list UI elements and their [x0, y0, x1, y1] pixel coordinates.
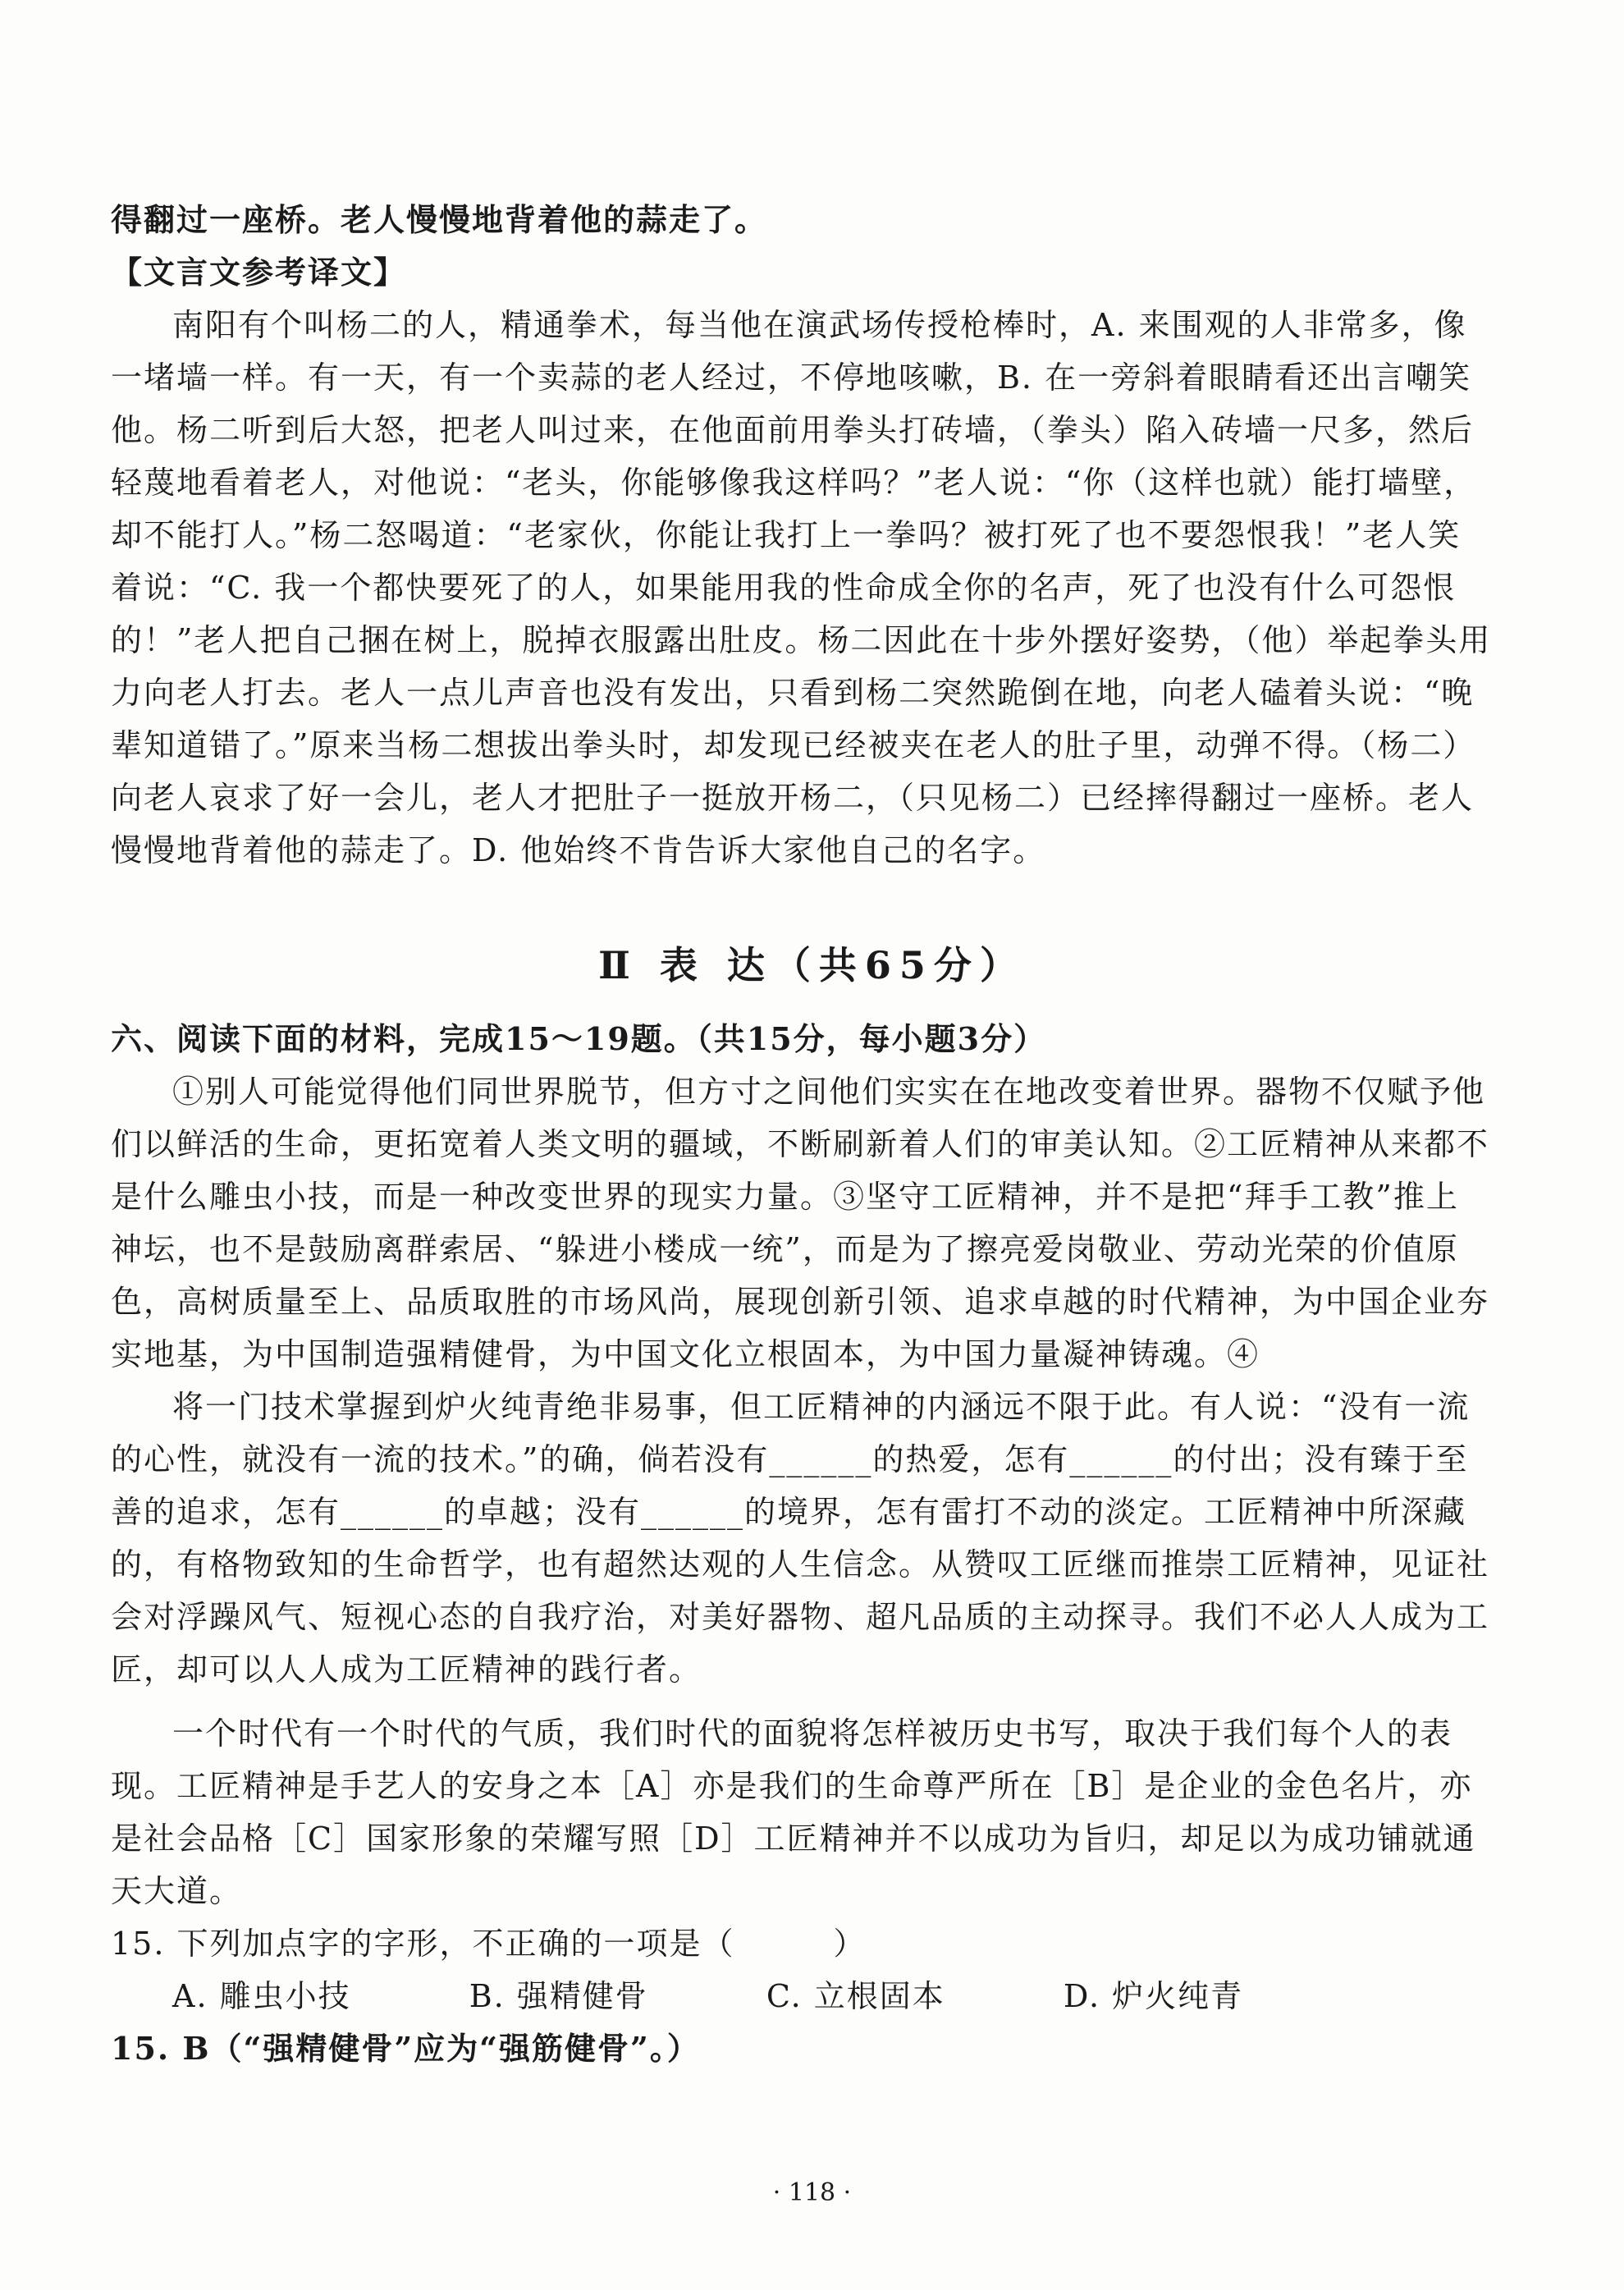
passage-line: 色，高树质量至上、品质取胜的市场风尚，展现创新引领、追求卓越的时代精神，为中国企业夯 — [111, 1284, 1490, 1320]
translation-line: 向老人哀求了好一会儿，老人才把肚子一挺放开杨二，（只见杨二）已经摔得翻过一座桥。老人 — [111, 780, 1475, 816]
translation-line: 轻蔑地看着老人，对他说：“老头，你能够像我这样吗？”老人说：“你（这样也就）能打墙壁， — [111, 465, 1477, 501]
translation-line: 辈知道错了。”原来当杨二想拔出拳头时，却发现已经被夹在老人的肚子里，动弹不得。（杨二） — [111, 727, 1476, 763]
passage-line: 善的追求，怎有______的卓越；没有______的境界，怎有雷打不动的淡定。工匠精神中所深藏 — [111, 1494, 1467, 1530]
passage-line: 是社会品格［C］国家形象的荣耀写照［D］工匠精神并不以成功为旨归，却足以为成功铺就通 — [111, 1821, 1476, 1857]
translation-line: 力向老人打去。老人一点儿声音也没有发出，只看到杨二突然跪倒在地，向老人磕着头说：“晚 — [111, 675, 1475, 711]
passage-line: 的心性，就没有一流的技术。”的确，倘若没有______的热爱，怎有______的付出；没有臻于至 — [111, 1441, 1469, 1477]
passage-line: 的，有格物致知的生命哲学，也有超然达观的人生信念。从赞叹工匠继而推崇工匠精神，见证社 — [111, 1546, 1490, 1582]
section-title-translation: 【文言文参考译文】 — [111, 254, 407, 291]
translation-line: 的！”老人把自己捆在树上，脱掉衣服露出肚皮。杨二因此在十步外摆好姿势，（他）举起拳头用 — [111, 622, 1492, 658]
translation-line: 一堵墙一样。有一天，有一个卖蒜的老人经过，不停地咳嗽，B. 在一旁斜着眼睛看还出言嘲笑 — [111, 360, 1472, 396]
passage-line: 会对浮躁风气、短视心态的自我疗治，对美好器物、超凡品质的主动探寻。我们不必人人成为工 — [111, 1599, 1490, 1635]
translation-line: 他。杨二听到后大怒，把老人叫过来，在他面前用拳头打砖墙，（拳头）陷入砖墙一尺多，然后 — [111, 412, 1475, 448]
translation-line: 慢慢地背着他的蒜走了。D. 他始终不肯告诉大家他自己的名字。 — [111, 832, 1046, 868]
section-heading: Ⅱ 表 达（共65分） — [598, 943, 1026, 987]
question-15-options — [172, 1972, 1522, 2021]
passage-line: 匠，却可以人人成为工匠精神的践行者。 — [111, 1651, 702, 1688]
option-b: B. 强精健骨 — [469, 1978, 648, 2014]
passage-line: 一个时代有一个时代的气质，我们时代的面貌将怎样被历史书写，取决于我们每个人的表 — [172, 1715, 1453, 1752]
option-d: D. 炉火纯青 — [1063, 1978, 1244, 2014]
option-a: A. 雕虫小技 — [172, 1978, 351, 2014]
passage-line: 将一门技术掌握到炉火纯青绝非易事，但工匠精神的内涵远不限于此。有人说：“没有一流 — [172, 1389, 1471, 1425]
passage-line: 神坛，也不是鼓励离群索居、“躲进小楼成一统”，而是为了擦亮爱岗敬业、劳动光荣的价值原 — [111, 1231, 1459, 1267]
passage-line: 实地基，为中国制造强精健骨，为中国文化立根固本，为中国力量凝神铸魂。④ — [111, 1336, 1260, 1372]
page-number: · 118 · — [772, 2178, 852, 2207]
passage-line: ①别人可能觉得他们同世界脱节，但方寸之间他们实实在在地改变着世界。器物不仅赋予他 — [172, 1074, 1486, 1110]
option-c: C. 立根固本 — [766, 1978, 945, 2014]
translation-line: 南阳有个叫杨二的人，精通拳术，每当他在演武场传授枪棒时，A. 来围观的人非常多，像 — [172, 307, 1467, 343]
answer-continuation: 得翻过一座桥。老人慢慢地背着他的蒜走了。 — [111, 201, 768, 238]
translation-line: 却不能打人。”杨二怒喝道：“老家伙，你能让我打上一拳吗？被打死了也不要怨恨我！”老人笑 — [111, 517, 1462, 553]
translation-line: 着说：“C. 我一个都快要死了的人，如果能用我的性命成全你的名声，死了也没有什么可怨恨 — [111, 570, 1457, 606]
answer-15: 15. B（“强精健骨”应为“强筋健骨”。） — [111, 2030, 700, 2067]
passage-line: 现。工匠精神是手艺人的安身之本［A］亦是我们的生命尊严所在［B］是企业的金色名片，亦 — [111, 1768, 1473, 1804]
passage-line: 是什么雕虫小技，而是一种改变世界的现实力量。③坚守工匠精神，并不是把“拜手工教”推上 — [111, 1179, 1459, 1215]
passage-line: 们以鲜活的生命，更拓宽着人类文明的疆域，不断刷新着人们的审美认知。②工匠精神从来都不 — [111, 1126, 1490, 1162]
question-15: 15. 下列加点字的字形，不正确的一项是（ ） — [111, 1926, 867, 1962]
question-instructions: 六、阅读下面的材料，完成15～19题。（共15分，每小题3分） — [111, 1020, 1047, 1057]
passage-line: 天大道。 — [111, 1873, 243, 1909]
